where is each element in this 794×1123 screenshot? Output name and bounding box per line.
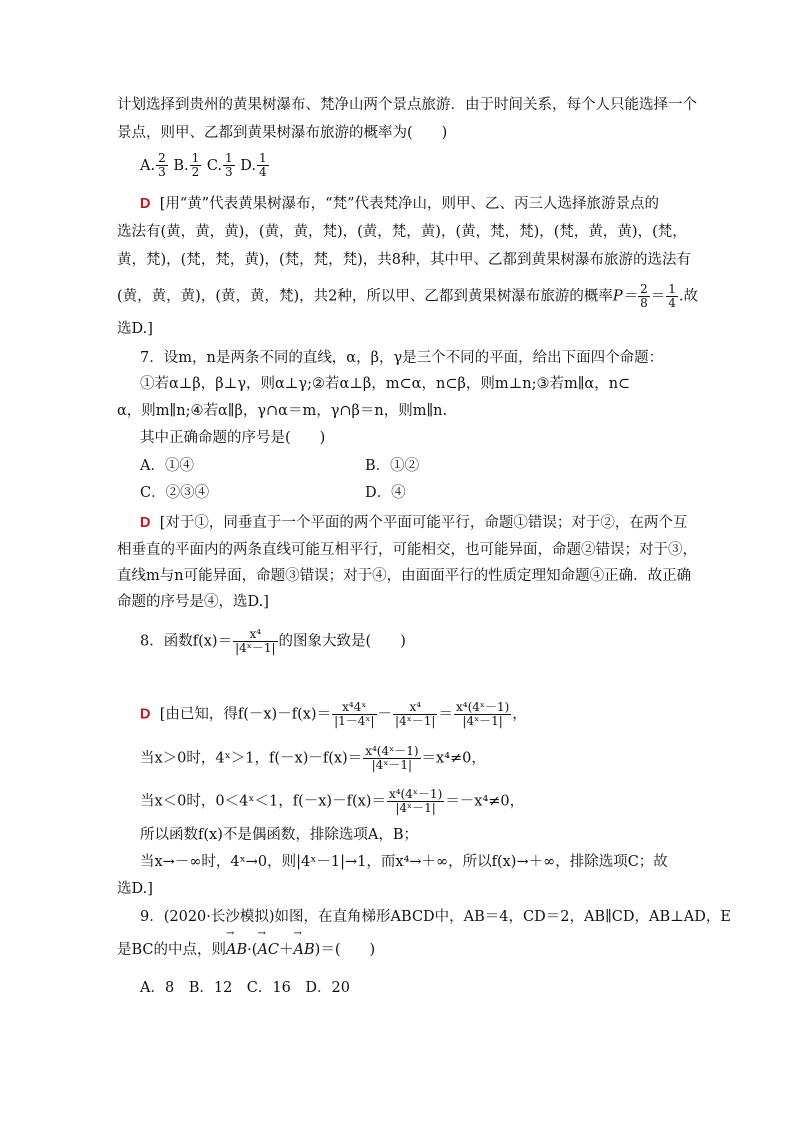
q7-answer-letter: D xyxy=(140,515,151,531)
q7-option-a: A．①④ xyxy=(140,458,194,474)
vector-ab-2: → AB xyxy=(294,940,315,960)
q8-stem: 8．函数f(x)＝ $\frac{\text{x⁴}}{\text{|4ˣ－1|}}$ 的图象大致是( ) xyxy=(140,627,406,655)
q8-solution-line-5: 当x→－∞时，4ˣ→0，则|4ˣ－1|→1，而x⁴→＋∞，所以f(x)→＋∞，排除选项C；故 xyxy=(140,854,668,870)
vector-ac: → AC xyxy=(257,940,279,960)
q8-solution-line-4: 所以函数f(x)不是偶函数，排除选项A，B； xyxy=(140,827,418,843)
q8-solution-line-2: 当x＞0时，4ˣ＞1，f(－x)－f(x)＝ $\frac{\text{x⁴(4ˣ－1)}}{\text{|4ˣ－1|}}$ ＝x⁴≠0， xyxy=(140,744,486,772)
q6-options xyxy=(140,152,270,179)
q7-solution-line-1: D [对于①，同垂直于一个平面的两个平面可能平行，命题①错误；对于②，在两个互 xyxy=(140,515,688,531)
q6-option-d: D. $\frac{1}{4}$ xyxy=(240,151,267,179)
vector-ab: → AB xyxy=(226,940,247,960)
q8-answer-letter: D xyxy=(140,706,151,723)
q8-solution-line-3: 当x＜0时，0＜4ˣ＜1，f(－x)－f(x)＝ $\frac{\text{x⁴(4ˣ－1)}}{\text{|4ˣ－1|}}$ ＝－x⁴≠0， xyxy=(140,787,525,815)
q6-solution-line-4: (黄，黄，黄)，(黄，黄，梵)，共2种，所以甲、乙都到黄果树瀑布旅游的概率P＝ $\frac{2}{8}$ ＝ $\frac{1}{4}$ .故 xyxy=(117,282,699,310)
q9-options: A．8 B．12 C．16 D．20 xyxy=(140,980,350,996)
q6-stem-line-2: 景点，则甲、乙都到黄果树瀑布旅游的概率为( ) xyxy=(117,125,448,141)
q6-answer-letter: D xyxy=(140,196,151,212)
q7-solution-line-3: 直线m与n可能异面，命题③错误；对于④，由面面平行的性质定理知命题④正确．故正确 xyxy=(117,568,692,584)
q6-option-c: C. $\frac{1}{3}$ xyxy=(206,151,233,179)
q6-option-b: B. $\frac{1}{2}$ xyxy=(173,151,200,179)
q7-solution-line-2: 相垂直的平面内的两条直线可能互相平行，可能相交，也可能异面，命题②错误；对于③， xyxy=(117,542,697,558)
q8-solution-line-6: 选D.] xyxy=(117,881,153,897)
q6-solution-line-5: 选D.] xyxy=(117,321,153,337)
q7-stem-line-1: 7．设m，n是两条不同的直线，α，β，γ是三个不同的平面，给出下面四个命题： xyxy=(140,350,664,366)
q6-solution-line-3: 黄，梵)，(梵，梵，黄)，(梵，梵，梵)，共8种，其中甲、乙都到黄果树瀑布旅游的选法有 xyxy=(117,252,692,268)
q7-stem-line-3: α，则m∥n;④若α∥β，γ∩α＝m，γ∩β＝n，则m∥n. xyxy=(117,403,448,419)
q6-stem-line-1: 计划选择到贵州的黄果树瀑布、梵净山两个景点旅游．由于时间关系，每个人只能选择一个 xyxy=(117,97,697,113)
q7-stem-line-4: 其中正确命题的序号是( ) xyxy=(140,430,326,446)
q9-stem-line-1: 9．(2020·长沙模拟)如图，在直角梯形ABCD中，AB＝4，CD＝2，AB∥CD，AB⊥AD，E xyxy=(140,909,731,925)
q6-option-a: A. $\frac{2}{3}$ xyxy=(140,151,166,179)
q6-solution-line-1: D [用“黄”代表黄果树瀑布，“梵”代表梵净山，则甲、乙、丙三人选择旅游景点的 xyxy=(140,196,660,212)
q6-solution-line-2: 选法有(黄，黄，黄)，(黄，黄，梵)，(黄，梵，黄)，(黄，梵，梵)，(梵，黄，黄)，(梵， xyxy=(117,224,687,240)
q7-solution-line-4: 命题的序号是④，选D.] xyxy=(117,594,269,610)
q7-option-c: C．②③④ xyxy=(140,485,210,501)
q9-stem-line-2: 是BC的中点，则→ AB·(→ AC＋→ AB)＝( ) xyxy=(117,940,375,960)
q7-stem-line-2: ①若α⊥β，β⊥γ，则α⊥γ;②若α⊥β，m⊂α，n⊂β，则m⊥n;③若m∥α，n⊂ xyxy=(140,376,631,392)
q8-solution-line-1: D [由已知，得f(－x)－f(x)＝ $\frac{\text{x⁴4ˣ}}{\text{|1－4ˣ|}}$ － $\frac{\text{x⁴}}{\text{|4ˣ－1|}}$ ＝ $\frac{\text{x⁴(4ˣ－1)}}{\text{|4ˣ－1|}}$ ， xyxy=(140,700,527,728)
q7-option-d: D．④ xyxy=(365,485,406,501)
q7-option-b: B．①② xyxy=(365,458,420,474)
